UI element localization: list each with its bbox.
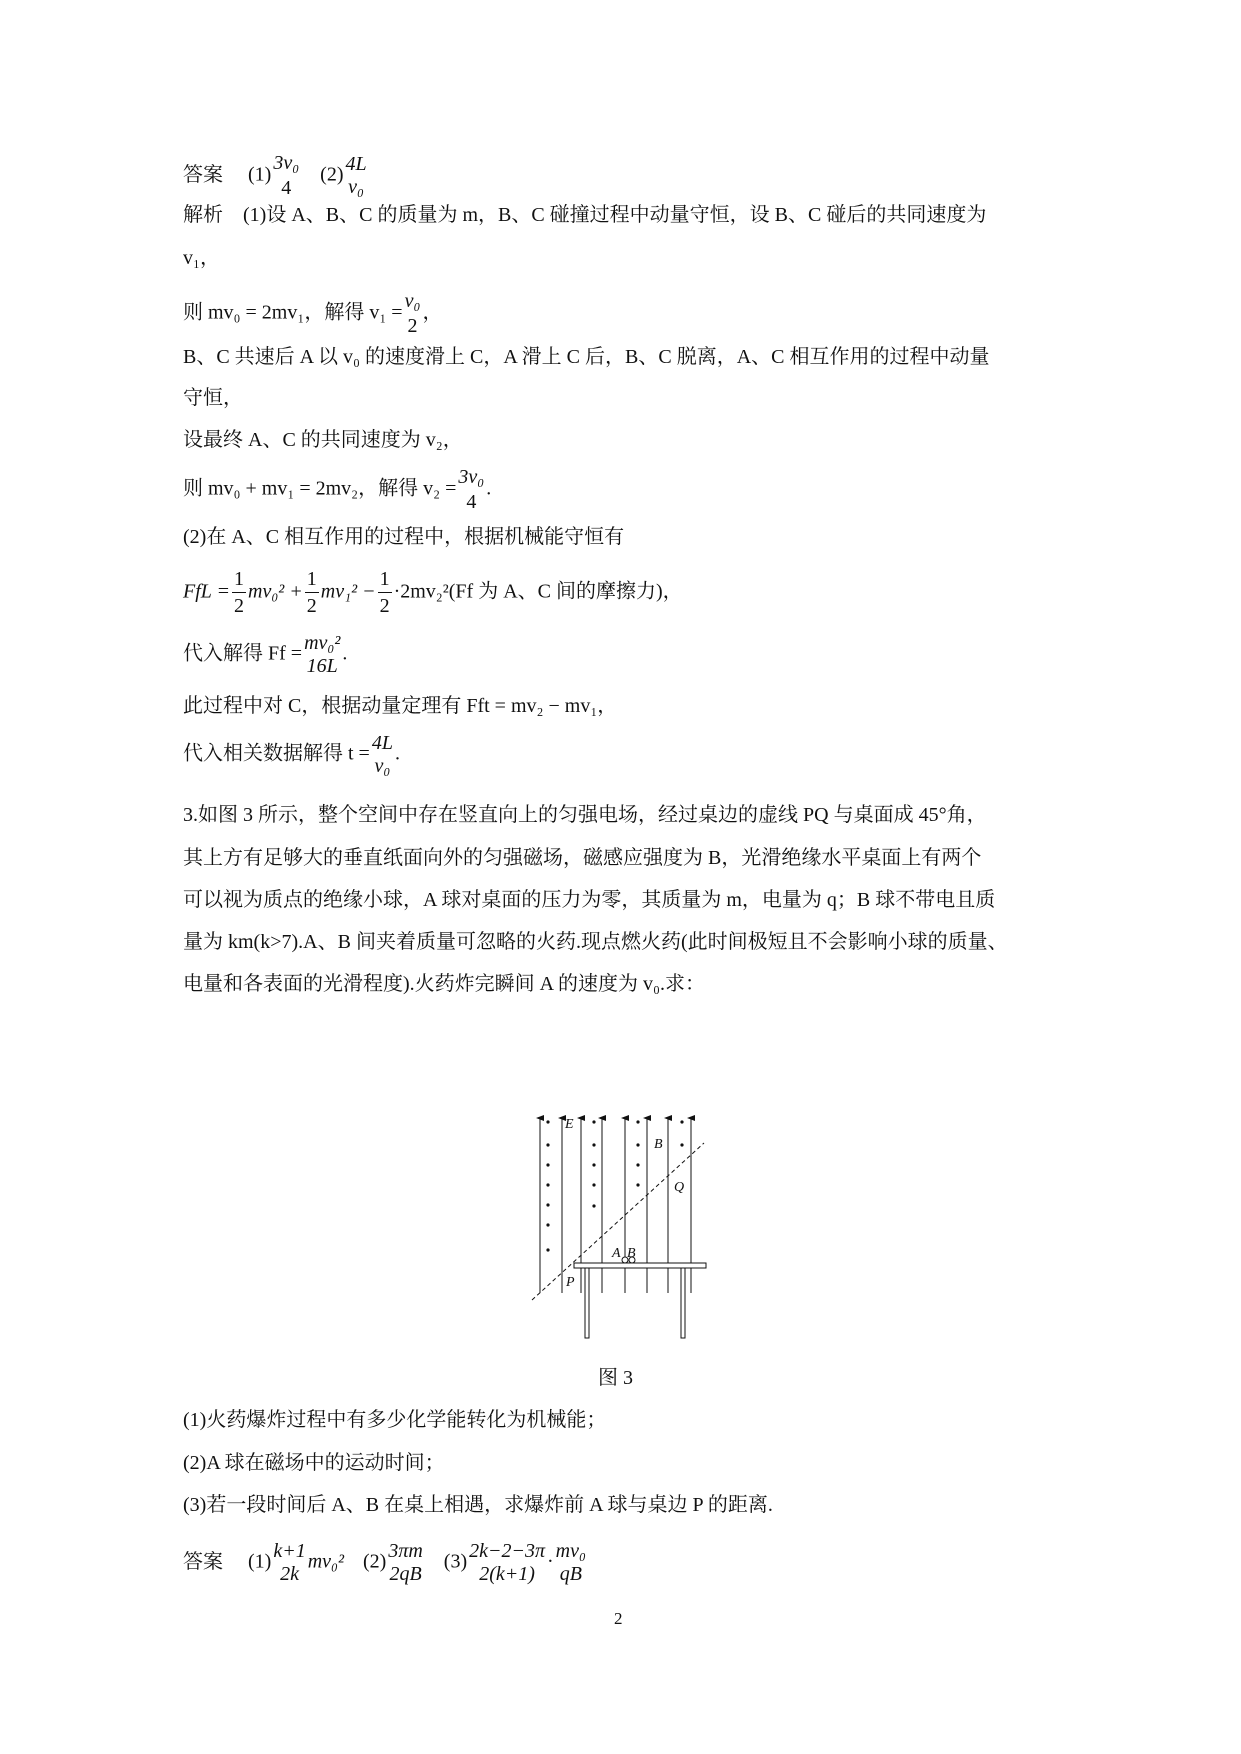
answer-1: [183, 152, 369, 200]
fraction: 4L v₀: [371, 732, 393, 777]
text: .: [394, 742, 400, 765]
text: mv₀²: [307, 1550, 344, 1573]
fraction: mv₀ qB: [555, 1540, 586, 1585]
analysis-line-8: (2)在 A、C 相互作用的过程中，根据机械能守恒有: [183, 526, 625, 548]
magnetic-field-dots: [546, 1120, 683, 1251]
table-leg: [585, 1268, 589, 1338]
part-label: (1): [248, 163, 272, 186]
analysis-line-11: 此过程中对 C，根据动量定理有 Fft = mv₂ − mv₁，: [183, 695, 618, 717]
fraction: 2k−2−3π 2(k+1): [469, 1540, 545, 1585]
analysis-line-2: v₁，: [183, 247, 220, 269]
label-a: A: [612, 1246, 621, 1261]
text: mv₁² −: [320, 580, 376, 603]
text: ·: [547, 1550, 554, 1573]
page-number: 2: [614, 1609, 623, 1628]
problem-3-line: 可以视为质点的绝缘小球，A 球对桌面的压力为零，其质量为 m，电量为 q；B 球不带电且质: [183, 889, 996, 911]
text: ，: [422, 301, 443, 324]
text: 则 mv₀ = 2mv₁，解得 v₁ =: [183, 301, 403, 324]
text: FfL =: [183, 580, 231, 603]
problem-3-line: 电量和各表面的光滑程度).火药炸完瞬间 A 的速度为 v₀.求：: [183, 973, 705, 995]
text: ·2mv₂²(Ff 为 A、C 间的摩擦力)，: [393, 580, 683, 603]
fraction: $\frac{1}{2}$: [234, 568, 245, 617]
analysis-line-6: 设最终 A、C 的共同速度为 v₂，: [183, 429, 463, 451]
analysis-line-12: [183, 732, 400, 778]
analysis-line-5: 守恒，: [183, 387, 243, 409]
fraction: 4L v₀: [345, 153, 367, 198]
analysis-line-4: B、C 共速后 A 以 v₀ 的速度滑上 C，A 滑上 C 后，B、C 脱离，A、C 相互作用的过程中动量: [183, 346, 990, 368]
analysis-label: 解析: [183, 204, 223, 226]
table-top: [574, 1263, 706, 1268]
fraction: 3v₀ 4: [458, 466, 485, 513]
label-p: P: [566, 1275, 575, 1290]
fraction: 3πm 2qB: [388, 1540, 423, 1585]
fraction: 3v₀ 4: [273, 152, 300, 199]
question-2: (2)A 球在磁场中的运动时间；: [183, 1452, 445, 1474]
answer-label: 答案: [183, 1550, 223, 1573]
fraction: $\frac{1}{2}$: [379, 568, 390, 617]
analysis-line-3: [183, 290, 442, 338]
text: 则 mv₀ + mv₁ = 2mv₂，解得 v₂ =: [183, 477, 457, 500]
figure-caption: 图 3: [598, 1367, 633, 1389]
label-b-ball: B: [627, 1246, 636, 1261]
question-1: (1)火药爆炸过程中有多少化学能转化为机械能；: [183, 1409, 607, 1431]
fraction: v₀ 2: [404, 290, 421, 337]
label-b-field: B: [654, 1137, 663, 1152]
part-label: (2): [320, 163, 344, 186]
part-label: (1): [248, 1550, 272, 1573]
text: 代入相关数据解得 t =: [183, 742, 370, 765]
label-q: Q: [674, 1180, 685, 1195]
text: (1)设 A、B、C 的质量为 m，B、C 碰撞过程中动量守恒，设 B、C 碰后的共同速度为: [243, 204, 987, 226]
question-3: (3)若一段时间后 A、B 在桌上相遇，求爆炸前 A 球与桌边 P 的距离.: [183, 1494, 773, 1516]
label-e: E: [565, 1117, 574, 1132]
boundary-pq-dashed: [532, 1143, 704, 1300]
answer-3: [183, 1540, 588, 1586]
part-label: (3): [443, 1550, 468, 1573]
text: .: [342, 642, 348, 665]
analysis-line-9: [183, 568, 683, 618]
fraction: $\frac{1}{2}$: [306, 568, 317, 617]
analysis-line-7: [183, 466, 491, 514]
answer-label: 答案: [183, 163, 223, 186]
problem-3-line: 其上方有足够大的垂直纸面向外的匀强磁场，磁感应强度为 B，光滑绝缘水平桌面上有两个: [183, 847, 982, 869]
analysis-line-10: [183, 632, 347, 678]
analysis-line-1: [183, 205, 986, 225]
figure-3: [520, 1100, 720, 1350]
fraction: mv₀² 16L: [304, 632, 341, 677]
text: .: [486, 477, 492, 500]
problem-3-line: 3.如图 3 所示，整个空间中存在竖直向上的匀强电场，经过桌边的虚线 PQ 与桌面成 45°角，: [183, 804, 987, 826]
fraction: k+1 2k: [273, 1540, 306, 1585]
table-leg: [681, 1268, 685, 1338]
part-label: (2): [362, 1550, 387, 1573]
text: mv₀² +: [248, 580, 303, 603]
text: 代入解得 Ff =: [183, 642, 303, 665]
problem-3-line: 量为 km(k>7).A、B 间夹着质量可忽略的火药.现点燃火药(此时间极短且不会影响小球的质量、: [183, 931, 1008, 953]
